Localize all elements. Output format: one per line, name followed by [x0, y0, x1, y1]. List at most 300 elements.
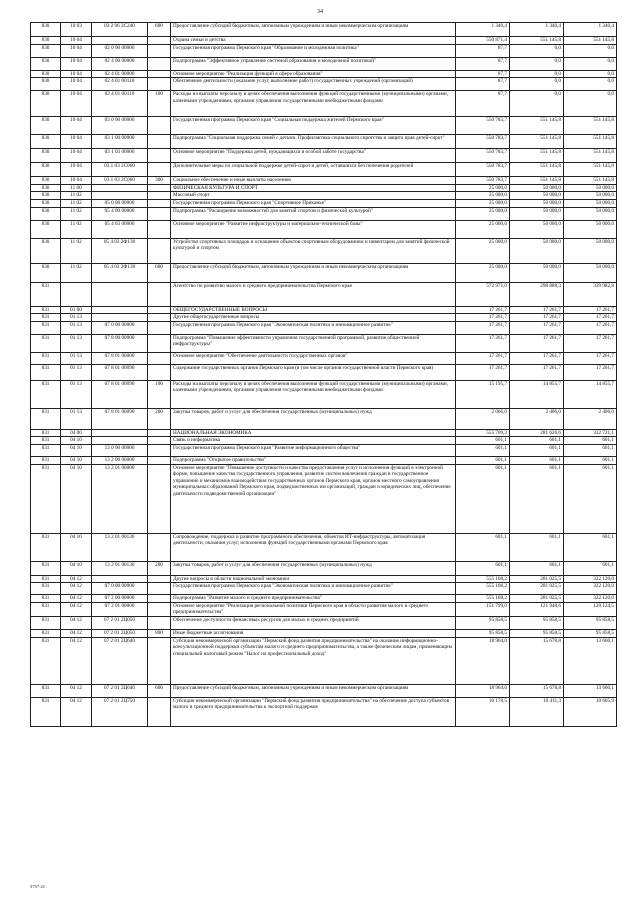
cell-section-code: 10 04 [61, 44, 92, 57]
cell-description: Обеспечение деятельности (оказание услуг, выполнение работ) государственных учреждений (организаций) [171, 78, 456, 91]
cell-expense-type [148, 583, 171, 595]
cell-amount-3: 17 261,7 [564, 306, 617, 314]
table-row [31, 456, 617, 464]
cell-amount-2: 281 025,5 [510, 595, 564, 603]
table-row [31, 629, 617, 637]
cell-description: Основное мероприятие "Обеспечение деятельности государственных органов" [171, 352, 456, 364]
cell-section-code: 04 12 [61, 616, 92, 629]
cell-section-code: 04 10 [61, 561, 92, 575]
cell-amount-3: 601,1 [564, 464, 617, 533]
cell-amount-2: 601,1 [510, 456, 564, 464]
cell-amount-3: 551 145,8 [564, 177, 617, 185]
cell-expense-type [148, 184, 171, 192]
cell-target-article [92, 37, 148, 45]
cell-amount-1: 555 108,2 [456, 583, 510, 595]
cell-amount-2: 601,1 [510, 464, 564, 533]
cell-amount-3: 14 855,7 [564, 380, 617, 408]
cell-description: Подпрограмма "Расширение возможностей для занятий спортом и физической культурой" [171, 207, 456, 220]
budget-table [30, 22, 617, 727]
cell-amount-2: 50 000,0 [510, 192, 564, 200]
cell-target-article: 07 2 01 2Ц750 [92, 697, 148, 726]
cell-description: Другие общегосударственные вопросы [171, 314, 456, 322]
cell-amount-3: 551 145,8 [564, 163, 617, 177]
cell-section-code: 10 03 [61, 23, 92, 37]
cell-amount-3: 322 120,0 [564, 583, 617, 595]
table-row [31, 282, 617, 306]
cell-target-article: 02 4 01 00110 [92, 91, 148, 117]
cell-expense-type: 600 [148, 263, 171, 282]
cell-expense-type [148, 135, 171, 149]
cell-amount-3: 50 000,0 [564, 220, 617, 238]
cell-target-article [92, 192, 148, 200]
table-row [31, 163, 617, 177]
cell-amount-1: 601,1 [456, 533, 510, 561]
cell-amount-3: 551 145,8 [564, 135, 617, 149]
cell-expense-type [148, 444, 171, 456]
cell-target-article: 07 2 01 2Ц640 [92, 684, 148, 697]
table-row [31, 575, 617, 583]
table-row [31, 314, 617, 322]
cell-description: НАЦИОНАЛЬНАЯ ЭКОНОМИКА [171, 429, 456, 437]
cell-admin-code: 831 [31, 380, 61, 408]
cell-target-article: 07 8 01 00090 [92, 408, 148, 429]
cell-amount-3: 50 000,0 [564, 184, 617, 192]
cell-expense-type [148, 456, 171, 464]
cell-section-code: 10 04 [61, 78, 92, 91]
cell-target-article: 13 2 01 00000 [92, 464, 148, 533]
cell-section-code: 10 04 [61, 163, 92, 177]
cell-amount-1: 555 108,2 [456, 575, 510, 583]
cell-amount-3: 601,1 [564, 456, 617, 464]
table-row [31, 583, 617, 595]
cell-description: Связь и информатика [171, 437, 456, 445]
cell-amount-2: 601,1 [510, 437, 564, 445]
cell-target-article [92, 437, 148, 445]
cell-section-code: 04 00 [61, 429, 92, 437]
cell-amount-1: 18 964,0 [456, 684, 510, 697]
cell-admin-code: 830 [31, 37, 61, 45]
cell-admin-code: 831 [31, 429, 61, 437]
cell-amount-2: 50 000,0 [510, 184, 564, 192]
cell-description: Содержание государственных органов Пермского края (в том числе органов государственной власти Пермского края) [171, 364, 456, 380]
cell-amount-2: 10 411,3 [510, 697, 564, 726]
cell-section-code: 01 13 [61, 408, 92, 429]
cell-expense-type: 600 [148, 684, 171, 697]
cell-description: Субсидия некоммерческой организации "Пермский фонд развития предпринимательства" на обеспечение доступа субъектов малого и среднего предпринимательства к экспортной поддержке [171, 697, 456, 726]
cell-section-code: 11 02 [61, 192, 92, 200]
cell-target-article: 02 4 01 00000 [92, 70, 148, 78]
cell-admin-code: 830 [31, 23, 61, 37]
cell-amount-3: 10 605,9 [564, 697, 617, 726]
cell-description: Основное мероприятие "Реализация функций в сфере образования" [171, 70, 456, 78]
cell-admin-code: 831 [31, 334, 61, 352]
cell-description: Государственная программа Пермского края "Спортивное Прикамье" [171, 199, 456, 207]
cell-amount-1: 25 000,0 [456, 220, 510, 238]
cell-section-code: 01 13 [61, 380, 92, 408]
cell-section-code: 01 13 [61, 334, 92, 352]
cell-description: Закупка товаров, работ и услуг для обеспечения государственных (муниципальных) нужд [171, 561, 456, 575]
cell-amount-1: 572 971,0 [456, 282, 510, 306]
cell-admin-code: 831 [31, 533, 61, 561]
cell-description: Субсидия некоммерческой организации "Пермский фонд развития предпринимательства" на оказание информационно-консультационной поддержки субъектам малого и среднего предпринимательства, а также физическим лицам, применяющим специальный налоговый режим "Налог на профессиональный доход" [171, 637, 456, 684]
cell-admin-code: 831 [31, 456, 61, 464]
cell-amount-3: 551 145,8 [564, 149, 617, 163]
cell-admin-code: 830 [31, 263, 61, 282]
cell-amount-2: 17 261,7 [510, 352, 564, 364]
table-row [31, 117, 617, 135]
cell-amount-1: 17 261,7 [456, 334, 510, 352]
cell-expense-type [148, 220, 171, 238]
cell-section-code: 04 12 [61, 575, 92, 583]
cell-amount-2: 601,1 [510, 533, 564, 561]
cell-admin-code: 831 [31, 602, 61, 616]
cell-amount-1: 601,1 [456, 456, 510, 464]
cell-target-article [92, 429, 148, 437]
cell-admin-code: 831 [31, 616, 61, 629]
cell-amount-2: 601,1 [510, 561, 564, 575]
cell-amount-1: 1 340,4 [456, 23, 510, 37]
cell-amount-2: 551 145,8 [510, 37, 564, 45]
cell-admin-code: 831 [31, 561, 61, 575]
cell-section-code: 04 12 [61, 583, 92, 595]
cell-section-code: 04 12 [61, 629, 92, 637]
cell-amount-2: 281 025,5 [510, 575, 564, 583]
cell-admin-code: 830 [31, 70, 61, 78]
cell-expense-type [148, 238, 171, 263]
cell-expense-type [148, 163, 171, 177]
page-number: 34 [317, 9, 323, 15]
cell-expense-type [148, 117, 171, 135]
cell-admin-code: 830 [31, 207, 61, 220]
cell-target-article: 13 2 01 00130 [92, 533, 148, 561]
cell-description: Дополнительные меры по социальной поддержке детей-сирот и детей, оставшихся без попечения родителей [171, 163, 456, 177]
cell-amount-1: 601,1 [456, 437, 510, 445]
cell-amount-3: 0,0 [564, 44, 617, 57]
cell-expense-type [148, 364, 171, 380]
table-row [31, 263, 617, 282]
cell-amount-3: 50 000,0 [564, 199, 617, 207]
cell-target-article: 03 0 00 00000 [92, 117, 148, 135]
cell-description: Сопровождение, поддержка и развитие программного обеспечения, объектов ИТ-инфраструктуры, автоматизация деятельности, оказания услуг, исполнения функций государственными органами Пермского края [171, 533, 456, 561]
cell-target-article: 13 2 01 00130 [92, 561, 148, 575]
cell-amount-3: 17 261,7 [564, 314, 617, 322]
cell-admin-code: 831 [31, 583, 61, 595]
table-row [31, 429, 617, 437]
cell-amount-3: 0,0 [564, 57, 617, 70]
cell-amount-3: 551 145,8 [564, 37, 617, 45]
cell-admin-code: 831 [31, 464, 61, 533]
cell-section-code: 01 13 [61, 352, 92, 364]
cell-section-code [61, 282, 92, 306]
cell-admin-code: 830 [31, 238, 61, 263]
cell-amount-2: 17 261,7 [510, 306, 564, 314]
cell-amount-3: 95 858,5 [564, 616, 617, 629]
cell-amount-2: 17 261,7 [510, 364, 564, 380]
cell-amount-2: 1 340,4 [510, 23, 564, 37]
cell-admin-code: 831 [31, 637, 61, 684]
cell-section-code: 10 04 [61, 70, 92, 78]
cell-amount-2: 50 000,0 [510, 220, 564, 238]
cell-amount-3: 0,0 [564, 78, 617, 91]
cell-amount-2: 50 000,0 [510, 199, 564, 207]
cell-amount-3: 17 261,7 [564, 352, 617, 364]
cell-amount-1: 25 000,0 [456, 199, 510, 207]
cell-description: Предоставление субсидий бюджетным, автономным учреждениям и иным некоммерческим организациям [171, 23, 456, 37]
cell-amount-1: 555 108,2 [456, 595, 510, 603]
cell-target-article: 05 4 00 00000 [92, 207, 148, 220]
cell-amount-1: 17 261,7 [456, 321, 510, 334]
cell-amount-2: 0,0 [510, 70, 564, 78]
table-row [31, 616, 617, 629]
footer-code: 3757-21 [30, 884, 45, 889]
cell-amount-2: 281 025,5 [510, 583, 564, 595]
cell-target-article: 03 1 03 2С060 [92, 177, 148, 185]
cell-amount-2: 121 948,6 [510, 602, 564, 616]
cell-admin-code: 831 [31, 306, 61, 314]
cell-description: Массовый спорт [171, 192, 456, 200]
cell-amount-3: 551 145,8 [564, 117, 617, 135]
cell-expense-type: 200 [148, 408, 171, 429]
cell-description: Агентство по развитию малого и среднего предпринимательства Пермского края [171, 282, 456, 306]
cell-target-article: 07 8 01 00090 [92, 380, 148, 408]
table-row [31, 437, 617, 445]
cell-expense-type [148, 437, 171, 445]
cell-amount-1: 550 871,4 [456, 37, 510, 45]
cell-expense-type [148, 57, 171, 70]
cell-section-code: 10 04 [61, 91, 92, 117]
cell-amount-2: 95 858,5 [510, 616, 564, 629]
cell-target-article: 07 8 01 00000 [92, 352, 148, 364]
table-row [31, 364, 617, 380]
cell-admin-code: 830 [31, 163, 61, 177]
cell-amount-1: 18 964,0 [456, 637, 510, 684]
cell-target-article [92, 306, 148, 314]
cell-amount-3: 0,0 [564, 70, 617, 78]
cell-admin-code: 830 [31, 177, 61, 185]
table-row [31, 533, 617, 561]
cell-amount-1: 87,7 [456, 70, 510, 78]
cell-section-code: 01 00 [61, 306, 92, 314]
cell-description: Основное мероприятие "Поддержка детей, нуждающихся в особой заботе государства" [171, 149, 456, 163]
table-row [31, 306, 617, 314]
table-row [31, 184, 617, 192]
table-row [31, 37, 617, 45]
table-row [31, 684, 617, 697]
cell-amount-1: 550 783,7 [456, 163, 510, 177]
cell-amount-1: 95 858,5 [456, 616, 510, 629]
cell-target-article: 07 2 01 2Ц640 [92, 637, 148, 684]
table-row [31, 561, 617, 575]
cell-expense-type [148, 352, 171, 364]
cell-target-article [92, 314, 148, 322]
cell-amount-3: 322 120,0 [564, 575, 617, 583]
table-row [31, 44, 617, 57]
cell-amount-2: 2 406,0 [510, 408, 564, 429]
cell-target-article: 07 2 01 2Ц050 [92, 629, 148, 637]
cell-amount-3: 322 120,0 [564, 595, 617, 603]
cell-admin-code: 831 [31, 629, 61, 637]
cell-target-article: 05 0 00 00000 [92, 199, 148, 207]
cell-admin-code: 831 [31, 684, 61, 697]
cell-amount-3: 2 406,0 [564, 408, 617, 429]
cell-amount-1: 601,1 [456, 444, 510, 456]
cell-admin-code: 830 [31, 149, 61, 163]
table-row [31, 697, 617, 726]
cell-expense-type [148, 464, 171, 533]
cell-admin-code: 831 [31, 575, 61, 583]
cell-description: Государственная программа Пермского края "Развитие информационного общества" [171, 444, 456, 456]
cell-description: Закупка товаров, работ и услуг для обеспечения государственных (муниципальных) нужд [171, 408, 456, 429]
cell-admin-code: 830 [31, 184, 61, 192]
cell-section-code: 11 02 [61, 220, 92, 238]
cell-section-code: 01 13 [61, 314, 92, 322]
cell-target-article: 05 4 03 2Ф130 [92, 263, 148, 282]
cell-section-code: 04 12 [61, 684, 92, 697]
cell-amount-2: 17 261,7 [510, 321, 564, 334]
cell-admin-code: 831 [31, 595, 61, 603]
cell-admin-code: 831 [31, 697, 61, 726]
table-row [31, 464, 617, 533]
cell-description: Государственная программа Пермского края "Социальная поддержка жителей Пермского края" [171, 117, 456, 135]
cell-section-code: 04 12 [61, 595, 92, 603]
cell-expense-type: 600 [148, 23, 171, 37]
cell-amount-3: 17 261,7 [564, 321, 617, 334]
cell-amount-1: 555 709,3 [456, 429, 510, 437]
cell-expense-type [148, 149, 171, 163]
table-row [31, 78, 617, 91]
cell-amount-1: 601,1 [456, 561, 510, 575]
table-row [31, 238, 617, 263]
cell-target-article: 13 2 00 00000 [92, 456, 148, 464]
cell-amount-2: 50 000,0 [510, 263, 564, 282]
cell-amount-3: 120 124,5 [564, 602, 617, 616]
cell-section-code: 04 10 [61, 533, 92, 561]
cell-description: Подпрограмма "Повышение эффективности управления государственной программой, развитие общественной инфраструктуры" [171, 334, 456, 352]
cell-expense-type [148, 575, 171, 583]
cell-admin-code: 831 [31, 321, 61, 334]
table-row [31, 23, 617, 37]
cell-amount-1: 550 783,7 [456, 177, 510, 185]
cell-description: Предоставление субсидий бюджетным, автономным учреждениям и иным некоммерческим организациям [171, 263, 456, 282]
cell-amount-1: 87,7 [456, 57, 510, 70]
cell-expense-type [148, 306, 171, 314]
cell-amount-2: 15 678,8 [510, 637, 564, 684]
cell-admin-code: 830 [31, 91, 61, 117]
cell-amount-1: 25 000,0 [456, 192, 510, 200]
cell-amount-3: 17 261,7 [564, 364, 617, 380]
cell-expense-type [148, 192, 171, 200]
cell-amount-1: 25 000,0 [456, 238, 510, 263]
cell-section-code: 10 04 [61, 135, 92, 149]
cell-target-article: 07 0 00 00000 [92, 583, 148, 595]
cell-section-code: 10 04 [61, 57, 92, 70]
cell-target-article: 05 4 03 00000 [92, 220, 148, 238]
cell-amount-3: 50 000,0 [564, 238, 617, 263]
cell-section-code: 04 10 [61, 444, 92, 456]
cell-amount-3: 50 000,0 [564, 192, 617, 200]
cell-description: Основное мероприятие "Развитие инфраструктуры и материально-технической базы" [171, 220, 456, 238]
cell-amount-3: 13 660,1 [564, 637, 617, 684]
cell-target-article: 02 4 01 00110 [92, 78, 148, 91]
table-row [31, 207, 617, 220]
cell-amount-2: 0,0 [510, 57, 564, 70]
cell-amount-1: 601,1 [456, 464, 510, 533]
cell-amount-1: 17 261,7 [456, 306, 510, 314]
cell-amount-2: 14 855,7 [510, 380, 564, 408]
cell-description: Расходы на выплаты персоналу в целях обеспечения выполнения функций государственными (муниципальными) органами, казенными учреждениями, органами управления государственными внебюджетными фондами [171, 380, 456, 408]
cell-description: Подпрограмма "Эффективное управление системой образования и молодежной политикой" [171, 57, 456, 70]
cell-amount-3: 601,1 [564, 444, 617, 456]
cell-description: Основное мероприятие "Реализация региональной политики Пермского края в области развития малого и среднего предпринимательства" [171, 602, 456, 616]
cell-amount-3: 50 000,0 [564, 207, 617, 220]
cell-amount-2: 551 145,8 [510, 135, 564, 149]
cell-description: Основное мероприятие "Повышение доступности и качества предоставления услуг и исполнения функций в электронной форме, повышение качества государственного управления, развитие систем вовлечения граждан в государственное управление и механизмов взаимодействия государственных органов Пермского края, органов местного самоуправления муниципальных образований Пермского края, подведомственных им организаций, граждан и юридических лиц, обеспечение деятельности подведомственной организации" [171, 464, 456, 533]
cell-description: Государственная программа Пермского края "Экономическая политика и инновационное развитие" [171, 321, 456, 334]
cell-section-code: 11 02 [61, 207, 92, 220]
cell-admin-code: 830 [31, 135, 61, 149]
cell-amount-1: 87,7 [456, 44, 510, 57]
cell-admin-code: 831 [31, 352, 61, 364]
cell-amount-3: 13 660,1 [564, 684, 617, 697]
table-row [31, 408, 617, 429]
cell-admin-code: 831 [31, 364, 61, 380]
cell-amount-2: 281 626,6 [510, 429, 564, 437]
cell-section-code: 04 12 [61, 637, 92, 684]
cell-expense-type [148, 697, 171, 726]
cell-amount-3: 95 858,5 [564, 629, 617, 637]
cell-target-article [92, 184, 148, 192]
cell-admin-code: 831 [31, 282, 61, 306]
table-row [31, 637, 617, 684]
cell-amount-2: 551 145,8 [510, 149, 564, 163]
cell-description: Подпрограмма "Развитие малого и среднего предпринимательства" [171, 595, 456, 603]
cell-section-code: 10 04 [61, 177, 92, 185]
cell-amount-1: 2 066,0 [456, 408, 510, 429]
cell-expense-type [148, 616, 171, 629]
table-row [31, 135, 617, 149]
cell-target-article: 03 1 00 00000 [92, 135, 148, 149]
cell-description: ФИЗИЧЕСКАЯ КУЛЬТУРА И СПОРТ [171, 184, 456, 192]
cell-section-code: 11 02 [61, 238, 92, 263]
cell-amount-2: 601,1 [510, 444, 564, 456]
cell-amount-1: 25 000,0 [456, 184, 510, 192]
cell-admin-code: 830 [31, 117, 61, 135]
cell-expense-type [148, 314, 171, 322]
cell-section-code: 04 12 [61, 697, 92, 726]
cell-amount-2: 551 145,8 [510, 177, 564, 185]
cell-expense-type [148, 595, 171, 603]
cell-target-article: 03 1 03 2С060 [92, 163, 148, 177]
cell-admin-code: 830 [31, 57, 61, 70]
cell-amount-2: 15 678,8 [510, 684, 564, 697]
table-row [31, 177, 617, 185]
cell-admin-code: 830 [31, 192, 61, 200]
cell-amount-1: 550 783,7 [456, 135, 510, 149]
cell-expense-type [148, 199, 171, 207]
cell-amount-2: 551 145,8 [510, 117, 564, 135]
cell-amount-1: 87,7 [456, 91, 510, 117]
cell-admin-code: 830 [31, 78, 61, 91]
cell-admin-code: 831 [31, 444, 61, 456]
cell-target-article: 03 2 06 2С240 [92, 23, 148, 37]
cell-amount-2: 0,0 [510, 91, 564, 117]
cell-amount-3: 0,0 [564, 91, 617, 117]
cell-amount-1: 151 799,0 [456, 602, 510, 616]
cell-admin-code: 830 [31, 220, 61, 238]
cell-target-article: 02 0 00 00000 [92, 44, 148, 57]
cell-expense-type [148, 637, 171, 684]
cell-description: Обеспечение доступности финансовых ресурсов для малых и средних предприятий [171, 616, 456, 629]
